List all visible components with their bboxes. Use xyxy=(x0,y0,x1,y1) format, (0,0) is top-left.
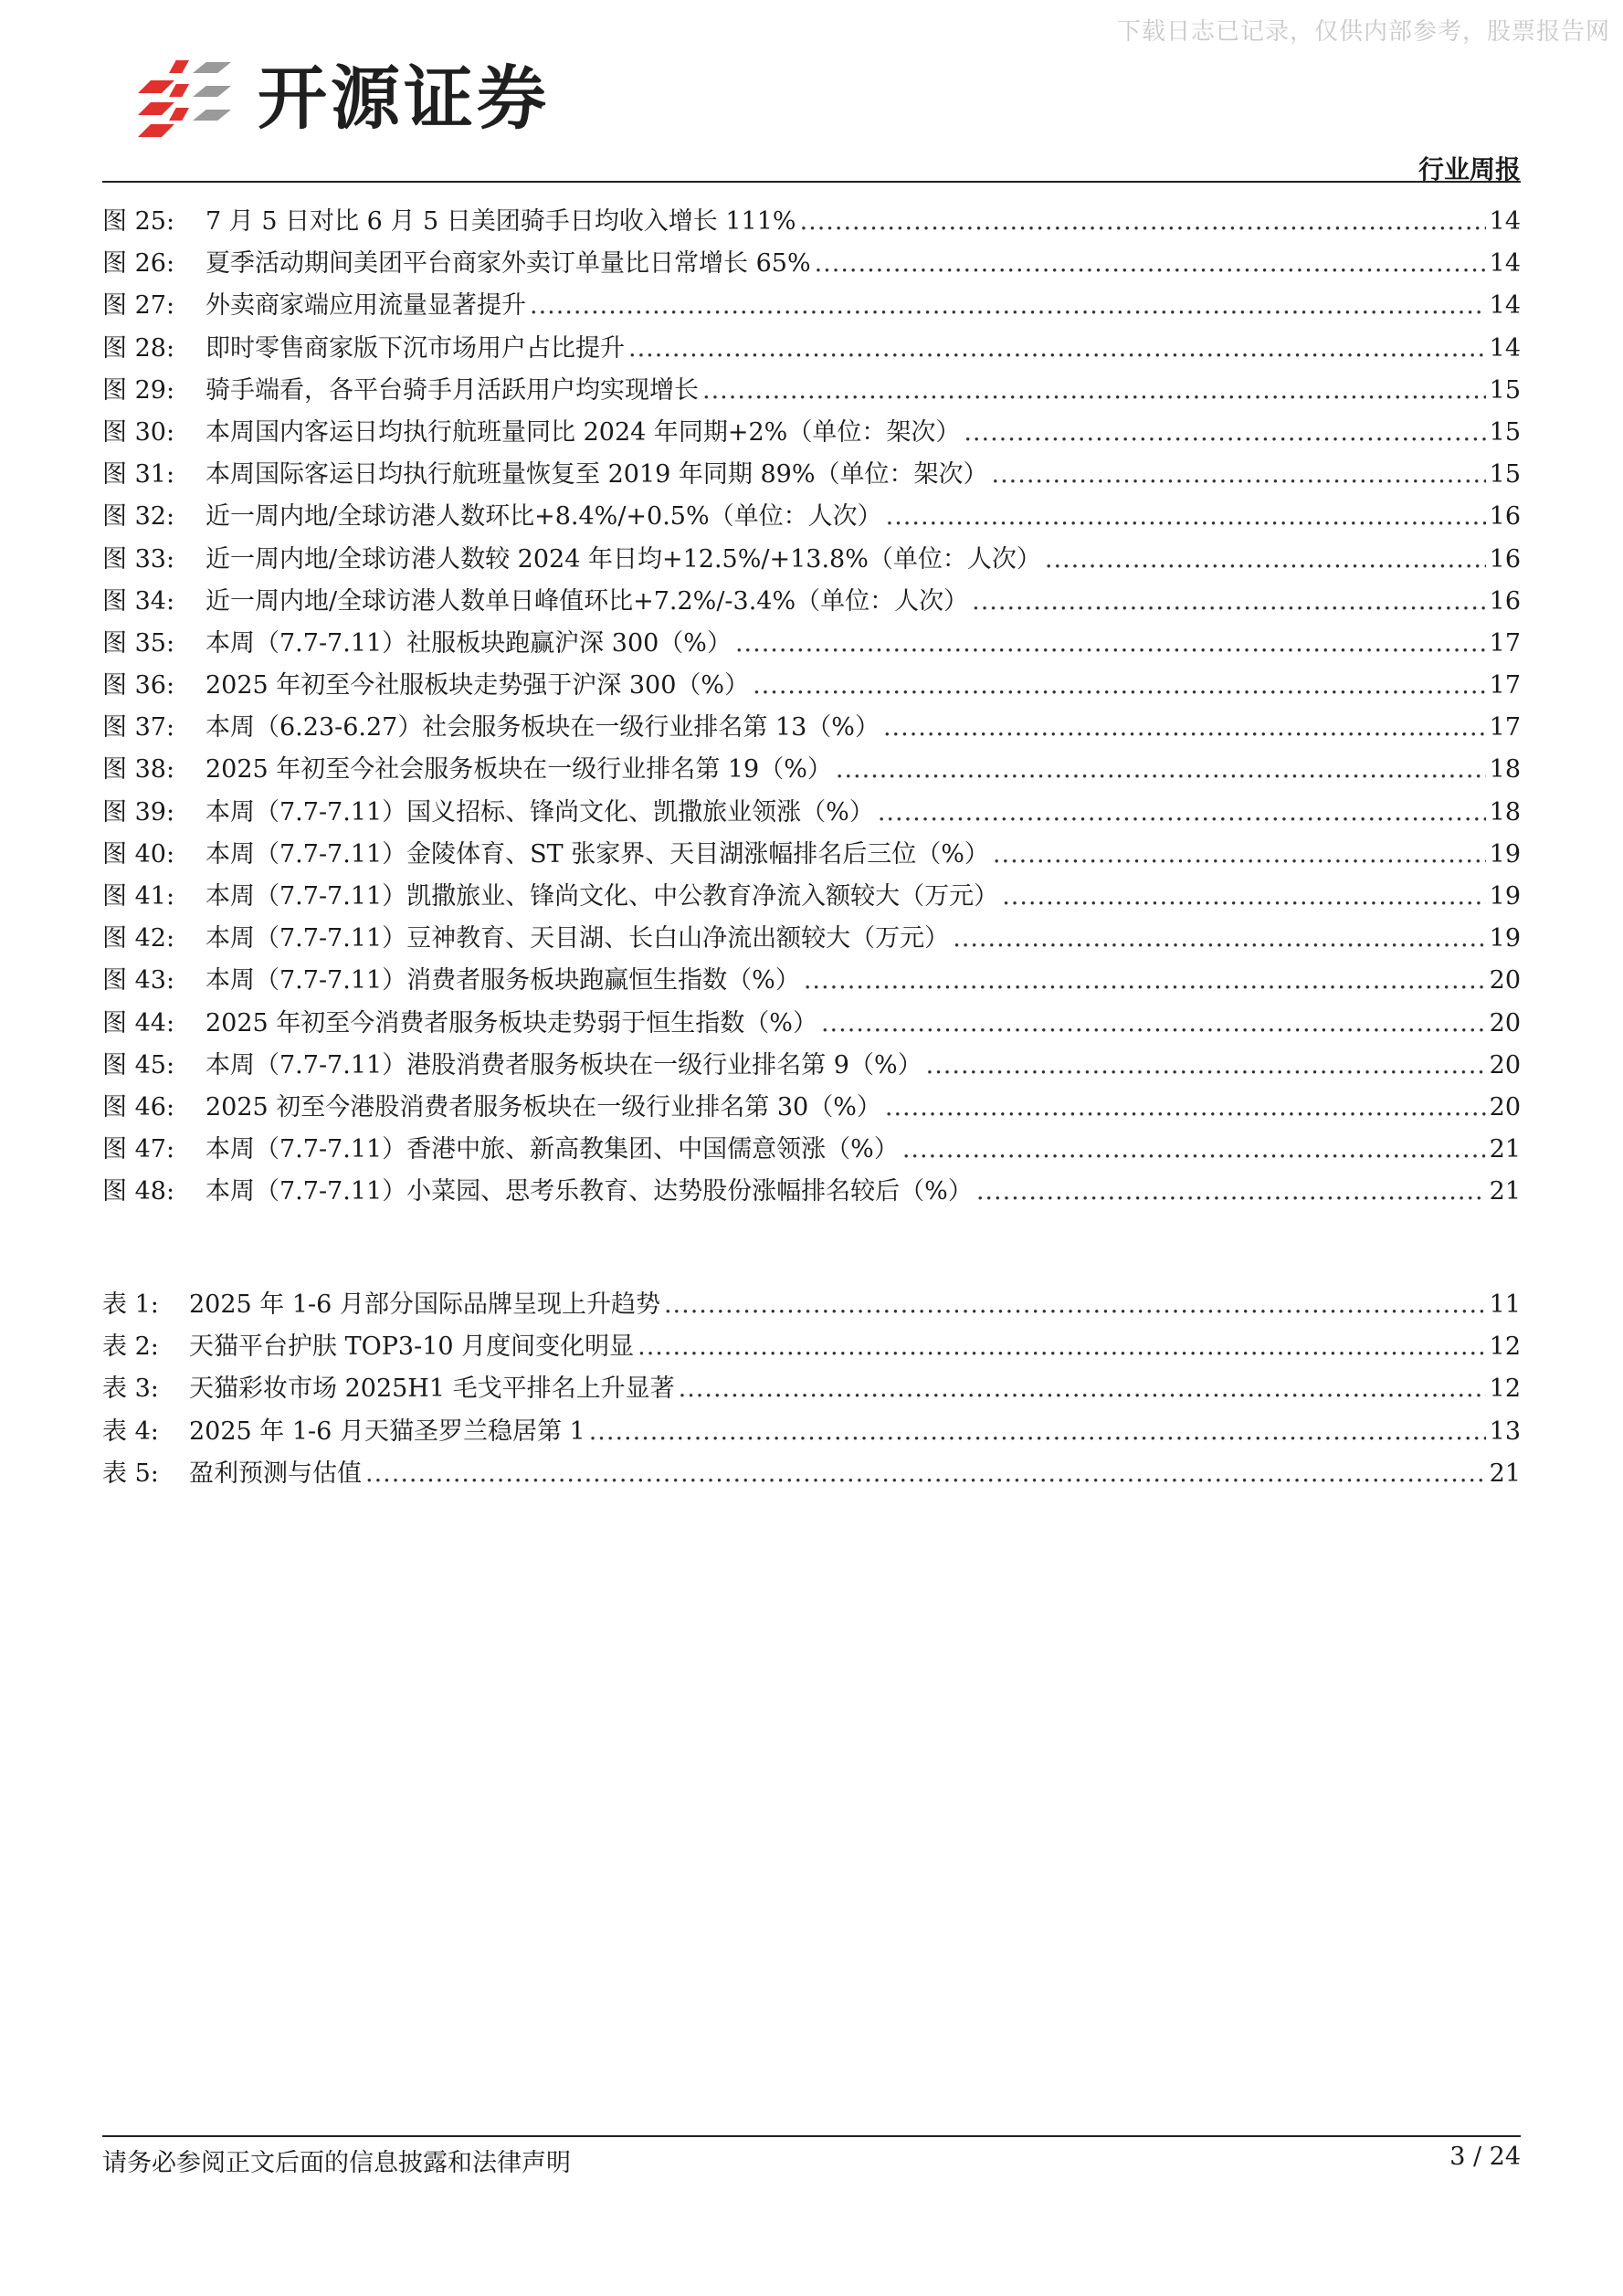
toc-dot-leader xyxy=(885,1087,1486,1129)
toc-entry-label: 图 43: xyxy=(102,966,175,995)
figure-index-entry[interactable] xyxy=(102,792,1521,834)
toc-dot-leader xyxy=(1045,539,1486,581)
toc-entry-label: 图 40: xyxy=(102,839,175,869)
toc-entry-page: 19 xyxy=(1489,924,1521,953)
toc-entry-label: 图 44: xyxy=(102,1008,175,1037)
toc-entry-label: 表 4: xyxy=(102,1417,159,1446)
toc-entry-title: 2025 初至今港股消费者服务板块在一级行业排名第 30（%） xyxy=(206,1092,881,1122)
toc-entry-page: 13 xyxy=(1489,1417,1521,1446)
figure-index-entry[interactable] xyxy=(102,412,1521,454)
legal-disclaimer: 请务必参阅正文后面的信息披露和法律声明 xyxy=(102,2149,571,2177)
toc-entry-page: 18 xyxy=(1489,797,1521,827)
toc-entry-label: 表 5: xyxy=(102,1459,159,1488)
figure-index-entry[interactable] xyxy=(102,665,1521,707)
toc-dot-leader xyxy=(530,285,1486,327)
toc-dot-leader xyxy=(926,1045,1486,1087)
toc-entry-page: 20 xyxy=(1489,966,1521,995)
figure-index-entry[interactable] xyxy=(102,581,1521,623)
toc-entry-title: 本周（7.7-7.11）豆神教育、天目湖、长白山净流出额较大（万元） xyxy=(206,924,950,953)
toc-dot-leader xyxy=(991,454,1485,496)
toc-entry-page: 20 xyxy=(1489,1092,1521,1122)
toc-entry-label: 图 25: xyxy=(102,207,175,236)
toc-entry-title: 本周（6.23-6.27）社会服务板块在一级行业排名第 13（%） xyxy=(206,713,880,743)
toc-entry-page: 20 xyxy=(1489,1050,1521,1080)
toc-dot-leader xyxy=(679,1368,1486,1410)
toc-entry-title: 2025 年初至今社服板块走势强于沪深 300（%） xyxy=(206,671,750,700)
toc-entry-title: 近一周内地/全球访港人数单日峰值环比+7.2%/-3.4%（单位：人次） xyxy=(206,586,969,616)
toc-entry-title: 本周国内客运日均执行航班量同比 2024 年同期+2%（单位：架次） xyxy=(206,417,961,447)
figure-index-entry[interactable] xyxy=(102,454,1521,496)
toc-dot-leader xyxy=(836,749,1486,791)
toc-entry-label: 表 1: xyxy=(102,1290,159,1319)
toc-entry-title: 7 月 5 日对比 6 月 5 日美团骑手日均收入增长 111% xyxy=(206,207,796,236)
toc-dot-leader xyxy=(365,1453,1486,1495)
toc-entry-title: 夏季活动期间美团平台商家外卖订单量比日常增长 65% xyxy=(206,249,811,279)
figure-index-entry[interactable] xyxy=(102,496,1521,538)
toc-entry-title: 即时零售商家版下沉市场用户占比提升 xyxy=(206,333,625,363)
figure-index-entry[interactable] xyxy=(102,1003,1521,1045)
kaiyuan-securities-logo-icon xyxy=(132,53,237,144)
toc-entry-page: 12 xyxy=(1489,1332,1521,1362)
toc-entry-label: 图 48: xyxy=(102,1177,175,1206)
toc-entry-page: 14 xyxy=(1489,333,1521,363)
toc-entry-label: 图 28: xyxy=(102,333,175,363)
toc-entry-page: 15 xyxy=(1489,460,1521,490)
toc-entry-page: 17 xyxy=(1489,713,1521,743)
toc-entry-page: 16 xyxy=(1489,502,1521,532)
toc-dot-leader xyxy=(815,243,1486,285)
figure-index-entry[interactable] xyxy=(102,539,1521,581)
table-index-entry[interactable] xyxy=(102,1368,1521,1410)
toc-entry-label: 图 37: xyxy=(102,713,175,743)
toc-dot-leader xyxy=(1002,876,1485,918)
toc-entry-title: 2025 年 1-6 月部分国际品牌呈现上升趋势 xyxy=(189,1290,660,1319)
figure-index-entry[interactable] xyxy=(102,1087,1521,1129)
toc-entry-page: 11 xyxy=(1489,1290,1521,1319)
toc-entry-page: 19 xyxy=(1489,839,1521,869)
toc-entry-label: 图 26: xyxy=(102,249,175,279)
toc-entry-page: 15 xyxy=(1489,417,1521,447)
figure-index-entry[interactable] xyxy=(102,285,1521,327)
toc-dot-leader xyxy=(702,370,1486,412)
figure-index-entry[interactable] xyxy=(102,370,1521,412)
toc-dot-leader xyxy=(883,707,1486,749)
toc-entry-title: 本周（7.7-7.11）港股消费者服务板块在一级行业排名第 9（%） xyxy=(206,1050,922,1080)
toc-dot-leader xyxy=(589,1411,1486,1453)
toc-entry-page: 17 xyxy=(1489,671,1521,700)
figure-index-entry[interactable] xyxy=(102,707,1521,749)
toc-entry-title: 近一周内地/全球访港人数环比+8.4%/+0.5%（单位：人次） xyxy=(206,502,882,532)
header-divider xyxy=(102,181,1521,183)
toc-entry-label: 图 29: xyxy=(102,375,175,405)
toc-entry-title: 盈利预测与估值 xyxy=(189,1459,362,1488)
toc-dot-leader xyxy=(993,834,1486,876)
toc-entry-label: 表 2: xyxy=(102,1332,159,1362)
toc-dot-leader xyxy=(664,1284,1486,1326)
toc-entry-label: 图 38: xyxy=(102,755,175,785)
toc-dot-leader xyxy=(878,792,1486,834)
toc-dot-leader xyxy=(953,918,1485,960)
toc-dot-leader xyxy=(976,1171,1486,1213)
toc-entry-title: 本周（7.7-7.11）香港中旅、新高教集团、中国儒意领涨（%） xyxy=(206,1135,899,1164)
toc-entry-title: 本周（7.7-7.11）凯撒旅业、锋尚文化、中公教育净流入额较大（万元） xyxy=(206,882,999,911)
toc-entry-label: 图 35: xyxy=(102,628,175,658)
toc-entry-page: 15 xyxy=(1489,375,1521,405)
toc-dot-leader xyxy=(753,665,1486,707)
toc-entry-title: 外卖商家端应用流量显著提升 xyxy=(206,291,526,321)
toc-entry-page: 21 xyxy=(1489,1459,1521,1488)
toc-entry-title: 本周（7.7-7.11）消费者服务板块跑赢恒生指数（%） xyxy=(206,966,800,995)
toc-entry-page: 14 xyxy=(1489,291,1521,321)
toc-entry-page: 19 xyxy=(1489,882,1521,911)
toc-dot-leader xyxy=(638,1326,1486,1368)
toc-entry-title: 2025 年初至今消费者服务板块走势弱于恒生指数（%） xyxy=(206,1008,817,1037)
figure-index-entry[interactable] xyxy=(102,834,1521,876)
figure-index-entry[interactable] xyxy=(102,1045,1521,1087)
page-number: 3 / 24 xyxy=(1449,2143,1521,2171)
toc-entry-page: 17 xyxy=(1489,628,1521,658)
toc-entry-page: 16 xyxy=(1489,586,1521,616)
toc-entry-label: 图 36: xyxy=(102,671,175,700)
figure-index-entry[interactable] xyxy=(102,749,1521,791)
toc-entry-label: 图 27: xyxy=(102,291,175,321)
toc-dot-leader xyxy=(800,201,1486,243)
table-index-entry[interactable] xyxy=(102,1453,1521,1495)
toc-entry-label: 图 47: xyxy=(102,1135,175,1164)
toc-entry-title: 近一周内地/全球访港人数较 2024 年日均+12.5%/+13.8%（单位：人次） xyxy=(206,544,1041,574)
toc-entry-label: 图 31: xyxy=(102,460,175,490)
toc-dot-leader xyxy=(821,1003,1486,1045)
toc-entry-page: 21 xyxy=(1489,1177,1521,1206)
toc-dot-leader xyxy=(628,328,1486,370)
toc-entry-label: 表 3: xyxy=(102,1374,159,1404)
table-index-entry[interactable] xyxy=(102,1411,1521,1453)
figure-index-entry[interactable] xyxy=(102,1171,1521,1213)
toc-dot-leader xyxy=(804,960,1486,1002)
toc-entry-page: 12 xyxy=(1489,1374,1521,1404)
figure-index-entry[interactable] xyxy=(102,328,1521,370)
figure-index-entry[interactable] xyxy=(102,201,1521,243)
toc-entry-title: 本周（7.7-7.11）社服板块跑赢沪深 300（%） xyxy=(206,628,732,658)
footer-divider xyxy=(102,2135,1521,2137)
table-index-entry[interactable] xyxy=(102,1326,1521,1368)
toc-entry-title: 本周（7.7-7.11）国义招标、锋尚文化、凯撒旅业领涨（%） xyxy=(206,797,874,827)
watermark-text: 下载日志已记录，仅供内部参考，股票报告网 xyxy=(1116,18,1610,46)
toc-entry-page: 16 xyxy=(1489,544,1521,574)
toc-entry-title: 天猫彩妆市场 2025H1 毛戈平排名上升显著 xyxy=(189,1374,675,1404)
toc-entry-title: 2025 年初至今社会服务板块在一级行业排名第 19（%） xyxy=(206,755,832,785)
figure-index-entry[interactable] xyxy=(102,918,1521,960)
toc-dot-leader xyxy=(902,1129,1486,1171)
toc-entry-label: 图 34: xyxy=(102,586,175,616)
toc-entry-page: 18 xyxy=(1489,755,1521,785)
toc-dot-leader xyxy=(972,581,1486,623)
toc-entry-title: 本周（7.7-7.11）金陵体育、ST 张家界、天目湖涨幅排名后三位（%） xyxy=(206,839,989,869)
report-type-label: 行业周报 xyxy=(1417,154,1521,184)
toc-entry-title: 本周国际客运日均执行航班量恢复至 2019 年同期 89%（单位：架次） xyxy=(206,460,988,490)
toc-entry-page: 14 xyxy=(1489,207,1521,236)
figure-index-entry[interactable] xyxy=(102,243,1521,285)
toc-entry-label: 图 42: xyxy=(102,924,175,953)
toc-dot-leader xyxy=(886,496,1486,538)
company-logo xyxy=(132,53,550,144)
toc-entry-label: 图 39: xyxy=(102,797,175,827)
toc-entry-title: 骑手端看，各平台骑手月活跃用户均实现增长 xyxy=(206,375,699,405)
toc-entry-label: 图 46: xyxy=(102,1092,175,1122)
toc-entry-title: 天猫平台护肤 TOP3-10 月度间变化明显 xyxy=(189,1332,635,1362)
table-index-entry[interactable] xyxy=(102,1284,1521,1326)
toc-entry-page: 21 xyxy=(1489,1135,1521,1164)
toc-entry-label: 图 30: xyxy=(102,417,175,447)
toc-entry-title: 2025 年 1-6 月天猫圣罗兰稳居第 1 xyxy=(189,1417,585,1446)
toc-entry-label: 图 45: xyxy=(102,1050,175,1080)
company-name: 开源证券 xyxy=(258,58,550,139)
toc-entry-label: 图 32: xyxy=(102,502,175,532)
figure-index-entry[interactable] xyxy=(102,1129,1521,1171)
figure-index-entry[interactable] xyxy=(102,960,1521,1002)
toc-entry-title: 本周（7.7-7.11）小菜园、思考乐教育、达势股份涨幅排名较后（%） xyxy=(206,1177,973,1206)
figure-index-list xyxy=(102,201,1521,1214)
toc-entry-label: 图 41: xyxy=(102,882,175,911)
figure-index-entry[interactable] xyxy=(102,876,1521,918)
toc-entry-label: 图 33: xyxy=(102,544,175,574)
toc-entry-page: 20 xyxy=(1489,1008,1521,1037)
toc-dot-leader xyxy=(964,412,1485,454)
toc-dot-leader xyxy=(735,623,1486,665)
table-index-list xyxy=(102,1284,1521,1495)
toc-entry-page: 14 xyxy=(1489,249,1521,279)
figure-index-entry[interactable] xyxy=(102,623,1521,665)
